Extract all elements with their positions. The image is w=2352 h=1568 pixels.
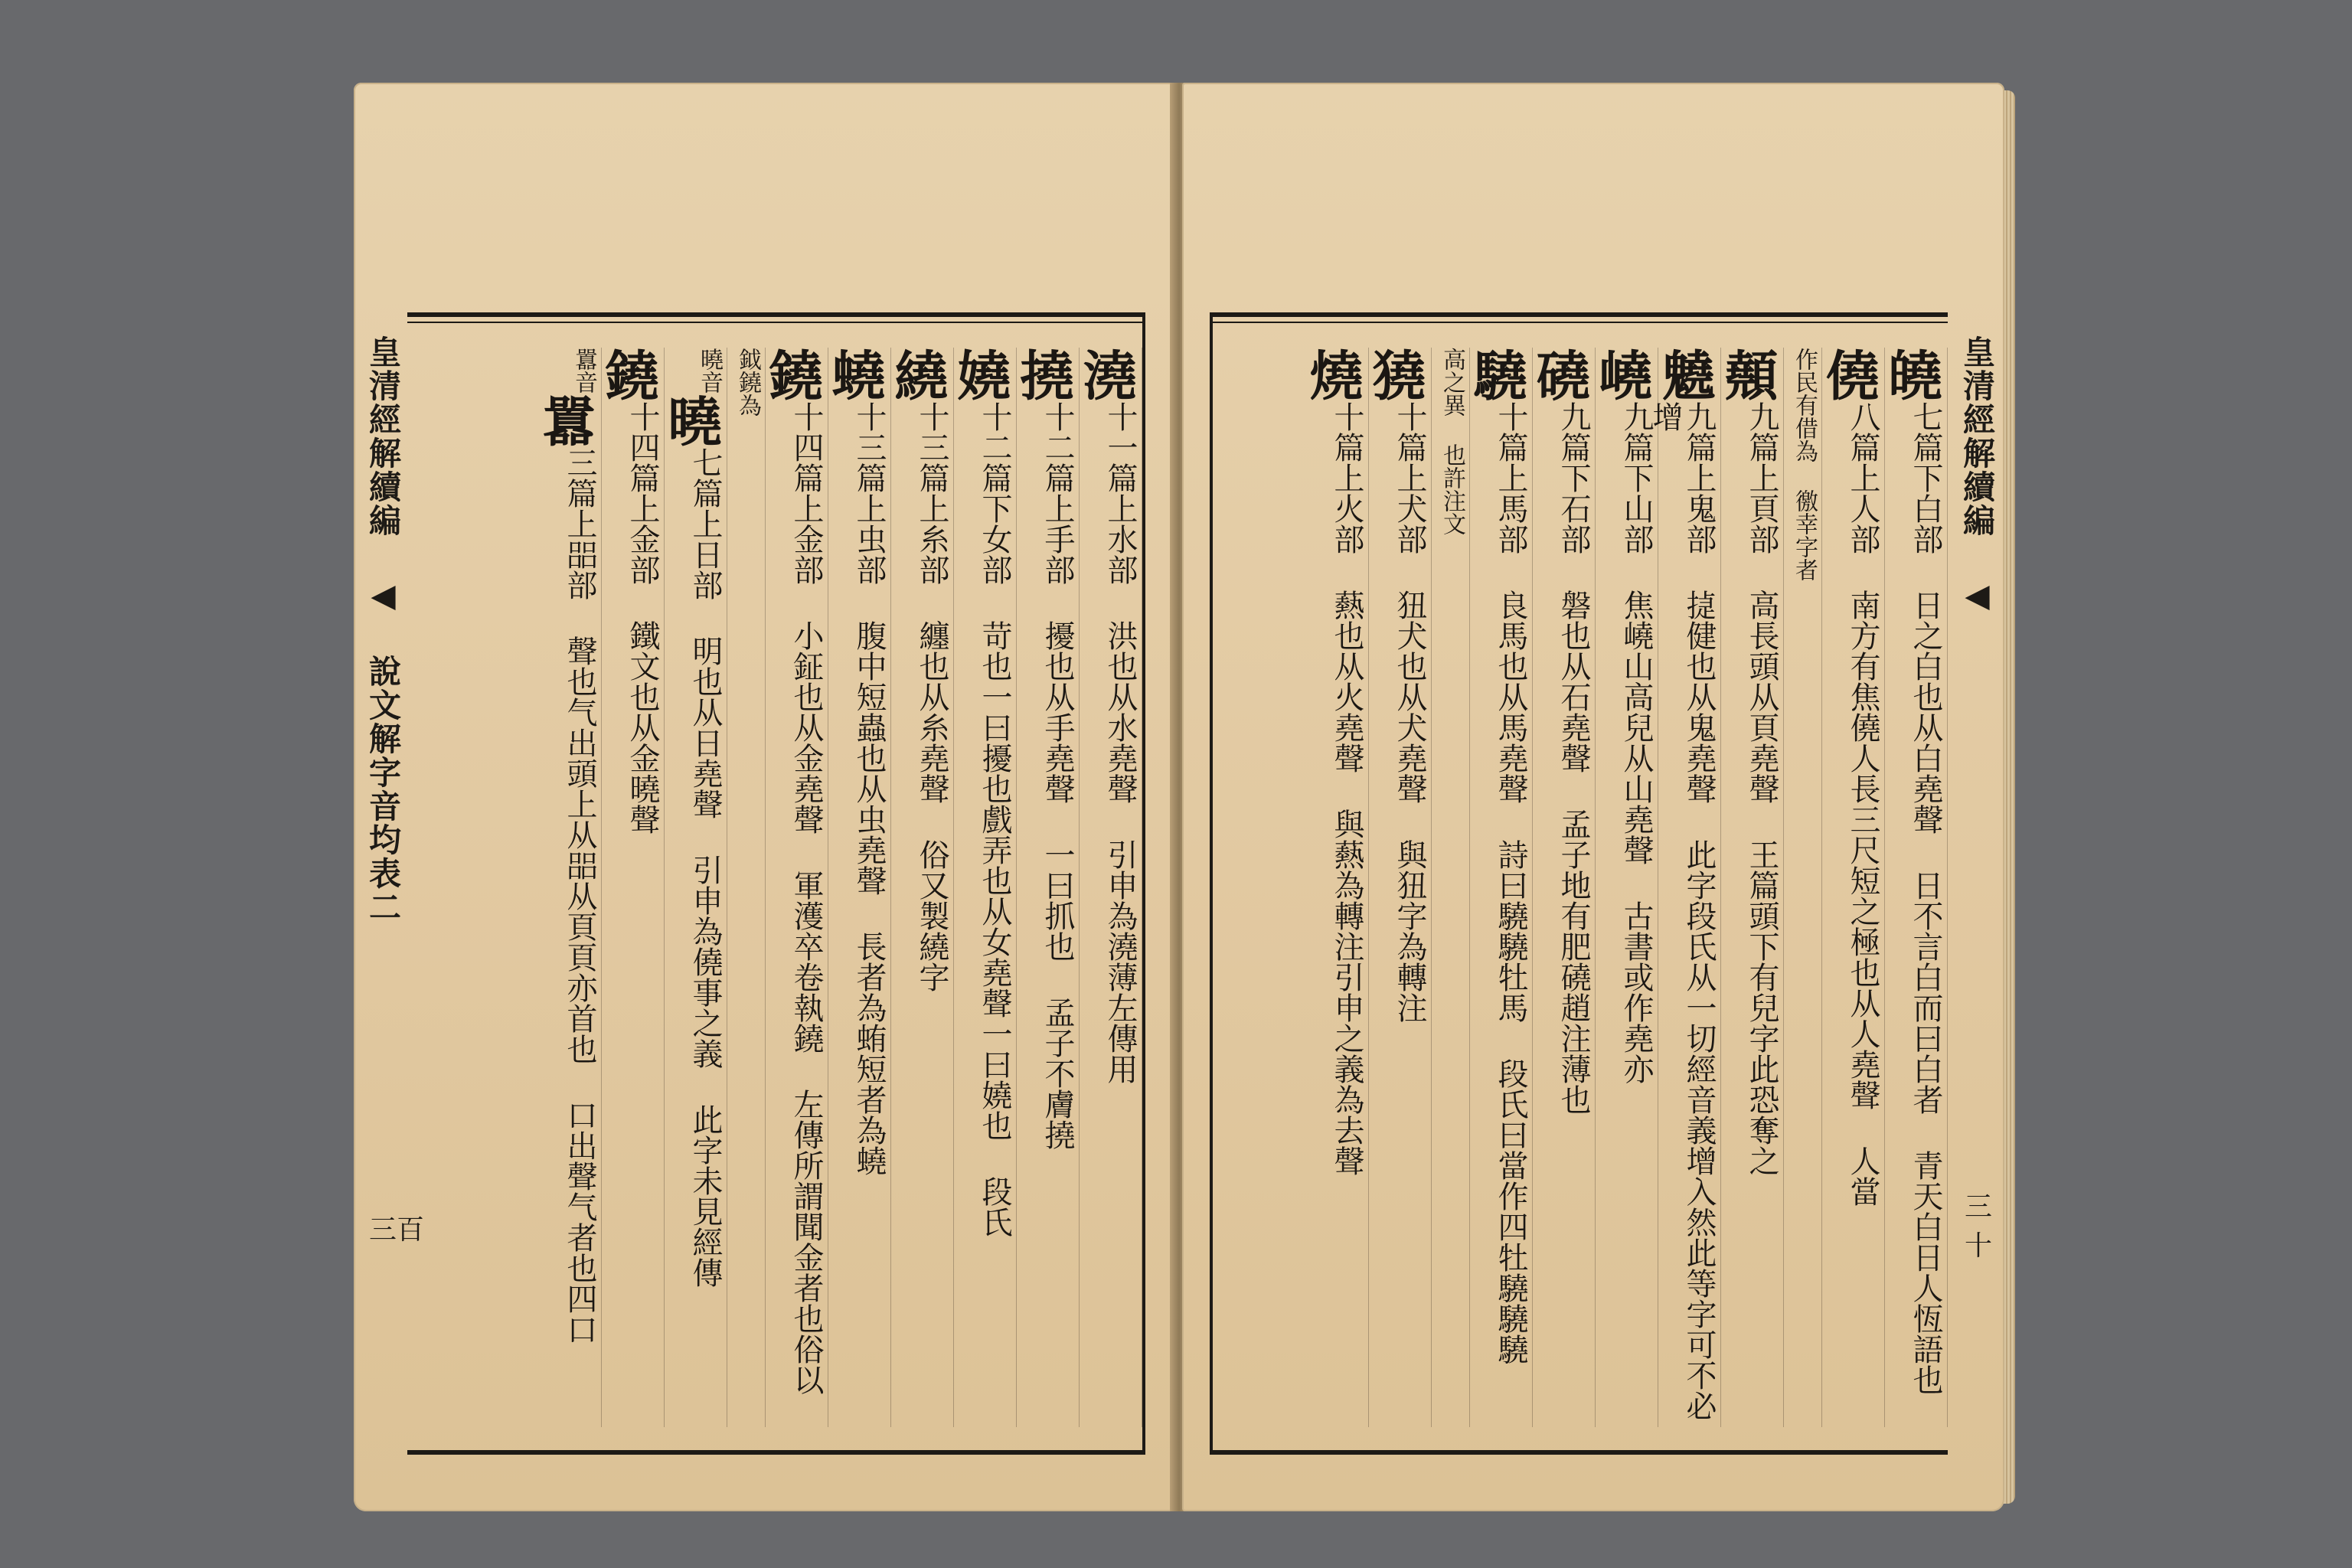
right-column-3 [1716, 348, 1784, 1427]
head-character: 獟 [1364, 348, 1427, 401]
entry-note: 十四篇上金部 鐵文也从金曉聲 [625, 401, 660, 835]
head-character: 蟯 [823, 348, 887, 401]
head-character: 顤 [1716, 348, 1779, 401]
pronunciation-note: 囂音 [570, 348, 597, 394]
head-character: 驍 [1465, 348, 1528, 401]
left-column-2 [949, 348, 1017, 1427]
right-folio: 三十 [1965, 1191, 1993, 1262]
entry-note: 十一篇上水部 洪也从水堯聲 引申為澆薄左傳用 [1102, 401, 1138, 1084]
head-character: 燒 [1301, 348, 1364, 401]
left-column-8 [596, 348, 665, 1427]
gloss-note: 高之異 也許注文 [1439, 348, 1465, 535]
entry-note: 十四篇上金部 小鉦也从金堯聲 軍濩卒卷執鐃 左傳所謂聞金者也俗以 [789, 401, 824, 1395]
left-text-frame [407, 312, 1145, 1455]
right-column-4 [1648, 348, 1721, 1427]
entry-note: 三篇上㗊部 聲也气出頭上从㗊从頁頁亦首也 口出聲气者也四口 [562, 447, 597, 1344]
left-column-7 [659, 348, 727, 1427]
gloss-note: 作民有借為 徼幸字者 [1791, 348, 1818, 581]
gloss-note: 鉞鐃為 [734, 348, 761, 416]
left-column-4 [823, 348, 891, 1427]
left-spine-title [363, 335, 406, 1423]
left-column-3 [886, 348, 954, 1427]
left-spine-title-text: 皇清經解續編 [364, 335, 402, 537]
head-character: 䰫 [1653, 348, 1717, 401]
entry-note: 十三篇上糸部 纏也从糸堯聲 俗又製繞字 [914, 401, 949, 992]
head-character: 曉 [659, 394, 723, 447]
fish-tail-mark-left: ◀ [364, 577, 402, 616]
right-spine-title-text: 皇清經解續編 [1958, 335, 1996, 537]
left-column-9 [534, 348, 602, 1427]
entry-note: 七篇下白部 日之白也从白堯聲 日不言白而曰白者 青天白日人恆語也 [1908, 401, 1943, 1395]
right-column-0 [1880, 348, 1948, 1427]
right-text-frame [1210, 312, 1948, 1455]
head-character: 嶢 [1590, 348, 1654, 401]
left-page [354, 83, 1176, 1511]
right-columns [1213, 348, 1948, 1427]
right-column-9 [1364, 348, 1432, 1427]
entry-note: 十二篇上手部 擾也从手堯聲 一曰抓也 孟子不膚撓 [1040, 401, 1075, 1150]
head-character: 撓 [1011, 348, 1075, 401]
left-spine-subtitle: 說文解字音均表二 [364, 655, 402, 924]
fish-tail-mark-right: ◀ [1958, 577, 1996, 616]
head-character: 皢 [1880, 348, 1943, 401]
entry-note: 九篇上頁部 高長頭从頁堯聲 王篇頭下有兒字此恐奪之 [1744, 401, 1779, 1176]
head-character: 嬈 [949, 348, 1012, 401]
entry-note: 十二篇下女部 苛也一曰擾也戲弄也从女堯聲一曰嬈也 段氏 [977, 401, 1012, 1237]
right-page [1182, 83, 2004, 1511]
head-character: 繞 [886, 348, 949, 401]
right-column-8 [1432, 348, 1470, 1427]
right-column-7 [1465, 348, 1533, 1427]
left-folio: 三百 [369, 1214, 425, 1246]
entry-note: 九篇上鬼部 㨗健也从鬼堯聲 此字段氏从一切經音義增入然此等字可不必增 [1648, 401, 1717, 1421]
left-column-1 [1011, 348, 1080, 1427]
entry-note: 八篇上人部 南方有焦僥人長三尺短之極也从人堯聲 人當 [1845, 401, 1880, 1207]
entry-note: 十篇上馬部 良馬也从馬堯聲 詩曰驍驍牡馬 段氏曰當作四牡驍驍驍 [1493, 401, 1528, 1364]
right-column-6 [1527, 348, 1596, 1427]
entry-note: 七篇上日部 明也从日堯聲 引申為僥事之義 此字未見經傳 [688, 447, 723, 1288]
head-character: 鐃 [596, 348, 660, 401]
head-character: 鐃 [760, 348, 824, 401]
right-column-2 [1784, 348, 1822, 1427]
pronunciation-note: 曉音 [696, 348, 723, 394]
head-character: 囂 [534, 394, 597, 447]
head-character: 僥 [1817, 348, 1880, 401]
left-columns [407, 348, 1142, 1427]
entry-note: 九篇下山部 焦嶢山高兒从山堯聲 古書或作堯亦 [1619, 401, 1654, 1084]
left-column-5 [760, 348, 828, 1427]
head-character: 澆 [1074, 348, 1138, 401]
left-column-6 [727, 348, 766, 1427]
left-column-0 [1074, 348, 1142, 1427]
head-character: 磽 [1527, 348, 1591, 401]
open-book [354, 83, 2004, 1511]
entry-note: 十三篇上虫部 腹中短蟲也从虫堯聲 長者為蛕短者為蟯 [851, 401, 887, 1176]
right-column-10 [1301, 348, 1369, 1427]
entry-note: 九篇下石部 磐也从石堯聲 孟子地有肥磽趙注薄也 [1556, 401, 1591, 1115]
entry-note: 十篇上犬部 狃犬也从犬堯聲 與狃字為轉注 [1392, 401, 1427, 1023]
right-column-1 [1817, 348, 1885, 1427]
entry-note: 十篇上火部 爇也从火堯聲 與爇為轉注引申之義為去聲 [1329, 401, 1364, 1176]
